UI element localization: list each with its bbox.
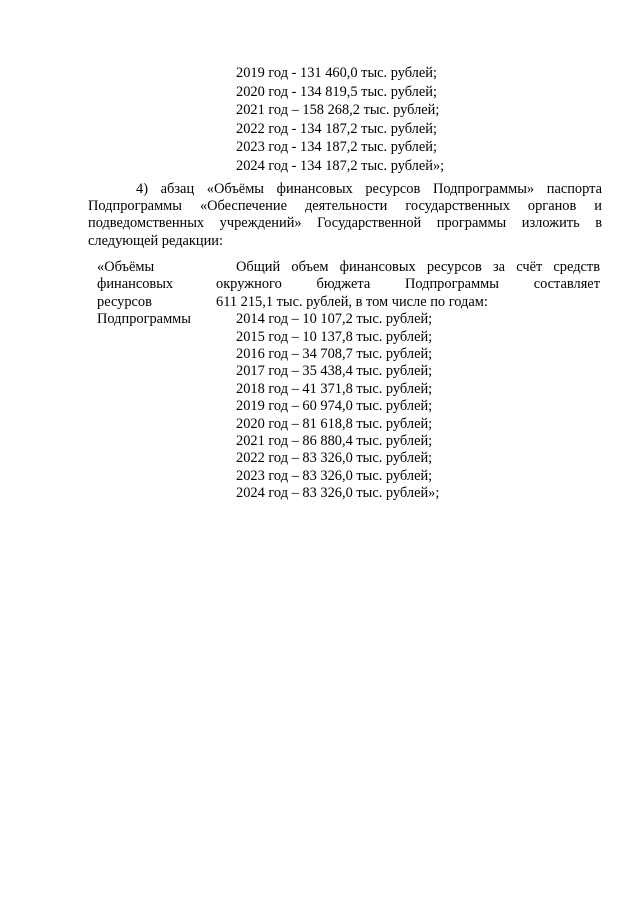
year-line: 2022 год – 83 326,0 тыс. рублей; — [236, 450, 433, 467]
table-left-label — [97, 259, 191, 329]
year-line: 2017 год – 35 438,4 тыс. рублей; — [236, 363, 433, 380]
paragraph-line: следующей редакции: — [88, 232, 223, 249]
label-line: финансовых — [97, 276, 174, 293]
paragraph-line: 4) абзац «Объёмы финансовых ресурсов Подпрограммы» паспорта — [136, 181, 602, 197]
intro-line: окружного бюджета Подпрограммы составляет — [216, 276, 600, 293]
label-line: Подпрограммы — [97, 311, 191, 328]
top-year-line: 2023 год - 134 187,2 тыс. рублей; — [236, 139, 437, 156]
year-line: 2023 год – 83 326,0 тыс. рублей; — [236, 467, 433, 484]
label-line: ресурсов — [97, 293, 152, 310]
top-year-list — [236, 64, 444, 176]
year-line: 2019 год – 60 974,0 тыс. рублей; — [236, 398, 433, 415]
year-line: 2016 год – 34 708,7 тыс. рублей; — [236, 346, 433, 363]
table-year-list — [216, 311, 600, 502]
year-line: 2021 год – 86 880,4 тыс. рублей; — [236, 433, 433, 450]
paragraph-line: подведомственных учреждений» Государственной программы изложить в — [88, 215, 602, 232]
year-line: 2024 год – 83 326,0 тыс. рублей»; — [236, 485, 440, 502]
top-year-line: 2020 год - 134 819,5 тыс. рублей; — [236, 83, 437, 100]
top-year-line: 2021 год – 158 268,2 тыс. рублей; — [236, 102, 440, 119]
year-line: 2015 год – 10 137,8 тыс. рублей; — [236, 328, 433, 345]
label-line: «Объёмы — [97, 259, 155, 275]
table-right-content — [216, 259, 600, 503]
year-line: 2018 год – 41 371,8 тыс. рублей; — [236, 380, 433, 397]
intro-line: 611 215,1 тыс. рублей, в том числе по годам: — [216, 293, 488, 310]
amendment-paragraph — [88, 181, 602, 250]
intro-line: Общий объем финансовых ресурсов за счёт средств — [236, 259, 600, 275]
top-year-line: 2024 год - 134 187,2 тыс. рублей»; — [236, 157, 445, 174]
top-year-line: 2022 год - 134 187,2 тыс. рублей; — [236, 120, 437, 137]
year-line: 2020 год – 81 618,8 тыс. рублей; — [236, 415, 433, 432]
paragraph-line: Подпрограммы «Обеспечение деятельности государственных органов и — [88, 198, 602, 215]
year-line: 2014 год – 10 107,2 тыс. рублей; — [236, 311, 433, 328]
top-year-line: 2019 год - 131 460,0 тыс. рублей; — [236, 65, 437, 81]
